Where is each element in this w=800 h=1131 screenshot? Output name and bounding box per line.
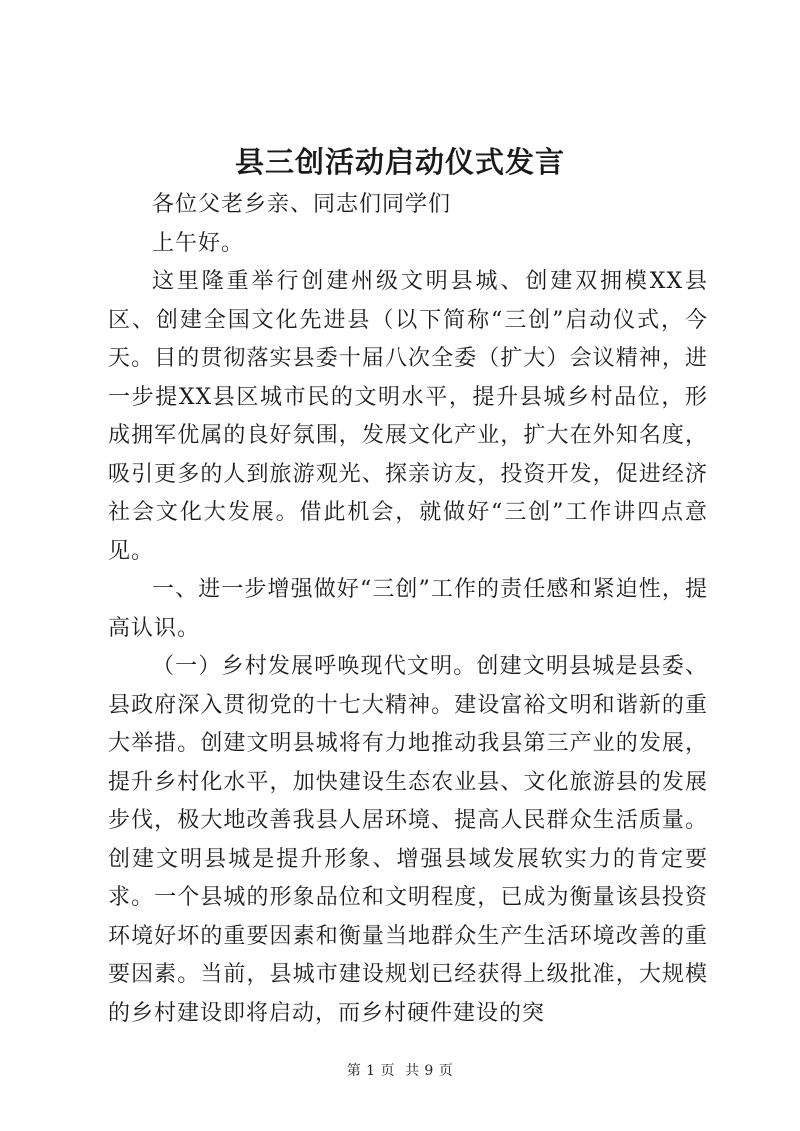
salutation-paragraph: 各位父老乡亲、同志们同学们	[152, 192, 452, 217]
page-footer	[0, 1060, 800, 1080]
greeting-paragraph: 上午好。	[152, 230, 245, 256]
intro-paragraph: 这里隆重举行创建州级文明县城、创建双拥模XX县区、创建全国文化先进县（以下简称“三创”启动仪式，今天。目的贯彻落实县委十届八次全委（扩大）会议精神，进一步提XX县区城市民的文明水平，提升县城乡村品位，形成拥军优属的良好氛围，发展文化产业，扩大在外知名度，吸引更多的人到旅游观光、探亲访友，投资开发，促进经济社会文化大发展。借此机会，就做好“三创”工作讲四点意见。	[108, 269, 708, 564]
subsection-paragraph: （一）乡村发展呼唤现代文明。创建文明县城是县委、县政府深入贯彻党的十七大精神。建设富裕文明和谐新的重大举措。创建文明县城将有力地推动我县第三产业的发展，提升乡村化水平，加快建设生态农业县、文化旅游县的发展步伐，极大地改善我县人居环境、提高人民群众生活质量。创建文明县城是提升形象、增强县域发展软实力的肯定要求。一个县城的形象品位和文明程度，已成为衡量该县投资环境好坏的重要因素和衡量当地群众生产生活环境改善的重要因素。当前，县城市建设规划已经获得上级批准，大规模的乡村建设即将启动，而乡村硬件建设的突	[108, 654, 708, 1026]
page-number-label: 第 1 页 共 9 页	[346, 1063, 454, 1079]
document-body	[108, 186, 708, 1033]
section-heading-paragraph: 一、进一步增强做好“三创”工作的责任感和紧迫性，提高认识。	[108, 577, 708, 641]
document-title: 县三创活动启动仪式发言	[234, 145, 565, 179]
